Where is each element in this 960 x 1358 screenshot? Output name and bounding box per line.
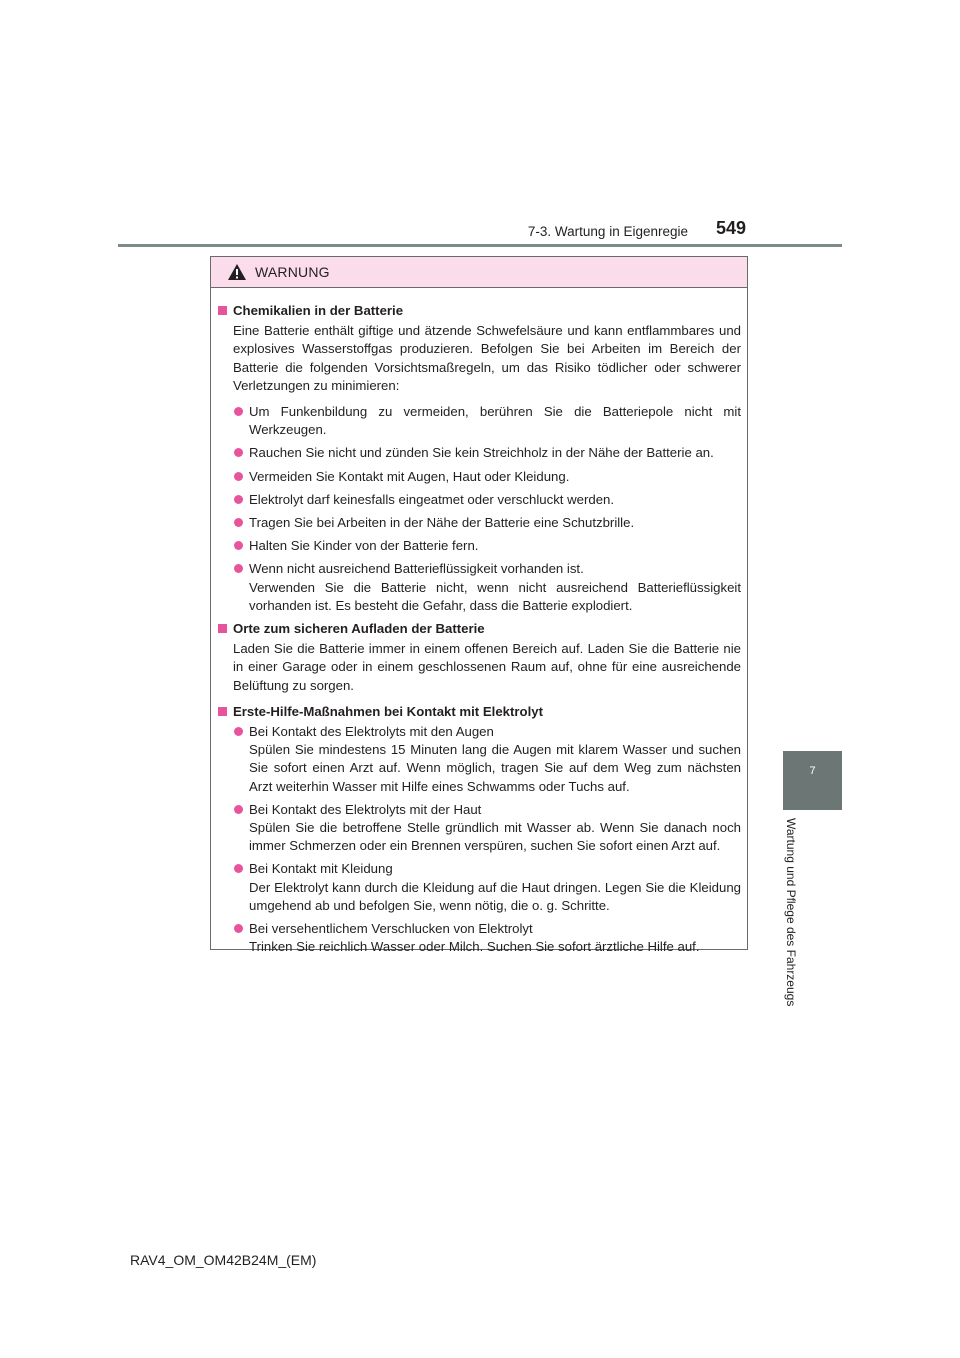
list-item-text — [249, 801, 741, 856]
list-item-detail: Verwenden Sie die Batterie nicht, wenn nicht ausreichend Batterieflüssigkeit vorhanden ist. Es besteht die Gefahr, dass die Batterie explodiert. — [249, 579, 741, 613]
header-section-title: 7-3. Wartung in Eigenregie — [527, 224, 688, 239]
chapter-tab-number: 7 — [809, 765, 816, 777]
list-item-line: Wenn nicht ausreichend Batterieflüssigkeit vorhanden ist. — [249, 561, 584, 577]
warning-header — [211, 257, 747, 288]
list-item-line: Halten Sie Kinder von der Batterie fern. — [249, 538, 479, 554]
list-item-line: Rauchen Sie nicht und zünden Sie kein Streichholz in der Nähe der Batterie an. — [249, 445, 714, 461]
section-heading-text: Orte zum sicheren Aufladen der Batterie — [233, 621, 485, 637]
chapter-side-title-text: Wartung und Pflege des Fahrzeugs — [784, 818, 798, 1007]
list-item — [217, 537, 741, 555]
list-item — [217, 560, 741, 615]
list-item-line: Tragen Sie bei Arbeiten in der Nähe der Batterie eine Schutzbrille. — [249, 515, 635, 531]
header-rule — [118, 244, 842, 247]
list-item-line: Vermeiden Sie Kontakt mit Augen, Haut oder Kleidung. — [249, 468, 570, 484]
list-item — [217, 491, 741, 509]
list-item-line: Bei Kontakt des Elektrolyts mit den Augen — [249, 724, 494, 740]
list-item-text — [249, 444, 741, 462]
round-bullet-icon — [234, 541, 243, 550]
section-paragraph: Eine Batterie enthält giftige und ätzende Schwefelsäure und kann entflammbares und explosives Wasserstoffgas produzieren. Befolgen Sie bei Arbeiten im Bereich der Batterie die folgenden Vorsichtsmaßregeln, um das Risiko tödlicher oder schwerer Verletzungen zu minimieren: — [233, 323, 741, 393]
list-item-text — [249, 537, 741, 555]
list-item-line: Um Funkenbildung zu vermeiden, berühren Sie die Batteriepole nicht mit Werkzeugen. — [249, 404, 741, 438]
square-bullet-icon — [218, 306, 227, 315]
list-item — [217, 403, 741, 439]
section-heading — [217, 302, 741, 320]
list-item-detail: Trinken Sie reichlich Wasser oder Milch. Suchen Sie sofort ärztliche Hilfe auf. — [249, 939, 700, 955]
round-bullet-icon — [234, 727, 243, 736]
square-bullet-icon — [218, 624, 227, 633]
list-item-text — [249, 468, 741, 486]
list-item — [217, 723, 741, 796]
list-item — [217, 514, 741, 532]
list-item — [217, 920, 741, 956]
list-item-detail: Der Elektrolyt kann durch die Kleidung auf die Haut dringen. Legen Sie die Kleidung umgehend ab und befolgen Sie, wenn nötig, die o. g. Schritte. — [249, 879, 741, 913]
round-bullet-icon — [234, 472, 243, 481]
round-bullet-icon — [234, 448, 243, 457]
round-bullet-icon — [234, 407, 243, 416]
list-item-line: Bei versehentlichem Verschlucken von Elektrolyt — [249, 921, 533, 937]
warning-triangle-icon — [227, 263, 247, 281]
list-item-detail: Spülen Sie die betroffene Stelle gründlich mit Wasser ab. Wenn Sie danach noch immer Schmerzen oder ein Brennen verspüren, suchen Sie sofort einen Arzt auf. — [249, 820, 741, 854]
section-heading-text: Erste-Hilfe-Maßnahmen bei Kontakt mit Elektrolyt — [233, 703, 543, 719]
warning-body — [211, 288, 747, 957]
round-bullet-icon — [234, 495, 243, 504]
list-item-line: Bei Kontakt des Elektrolyts mit der Haut — [249, 801, 482, 817]
list-item-line: Elektrolyt darf keinesfalls eingeatmet oder verschluckt werden. — [249, 491, 615, 507]
list-item-text — [249, 860, 741, 915]
list-item-text — [249, 920, 741, 956]
round-bullet-icon — [234, 518, 243, 527]
list-item-text — [249, 514, 741, 532]
page-number: 549 — [716, 218, 747, 238]
footer-doc-code: RAV4_OM_OM42B24M_(EM) — [130, 1252, 317, 1268]
round-bullet-icon — [234, 924, 243, 933]
list-item — [217, 860, 741, 915]
list-item-text — [249, 403, 741, 439]
section-heading-text: Chemikalien in der Batterie — [233, 303, 404, 318]
list-item — [217, 444, 741, 462]
list-item — [217, 468, 741, 486]
list-item — [217, 801, 741, 856]
list-item-text — [249, 560, 741, 615]
section-heading — [217, 703, 741, 721]
section-heading — [217, 620, 741, 638]
round-bullet-icon — [234, 805, 243, 814]
chapter-tab — [783, 751, 842, 810]
list-item-detail: Spülen Sie mindestens 15 Minuten lang die Augen mit klarem Wasser und suchen Sie sofort einen Arzt auf. Wenn möglich, tragen Sie auf dem Weg zum nächsten Arzt weiterhin Wasser mit Hilfe eines Schwamms oder Tuchs auf. — [249, 742, 741, 794]
round-bullet-icon — [234, 864, 243, 873]
round-bullet-icon — [234, 564, 243, 573]
list-item-line: Bei Kontakt mit Kleidung — [249, 861, 393, 877]
list-item-text — [249, 491, 741, 509]
section-paragraph: Laden Sie die Batterie immer in einem offenen Bereich auf. Laden Sie die Batterie nie in einer Garage oder in einem geschlossenen Raum auf, ohne für eine ausreichende Belüftung zu sorgen. — [233, 641, 741, 693]
list-item-text — [249, 723, 741, 796]
warning-box — [210, 256, 748, 955]
warning-title: WARNUNG — [255, 264, 330, 280]
square-bullet-icon — [218, 707, 227, 716]
chapter-side-title — [784, 818, 798, 1028]
